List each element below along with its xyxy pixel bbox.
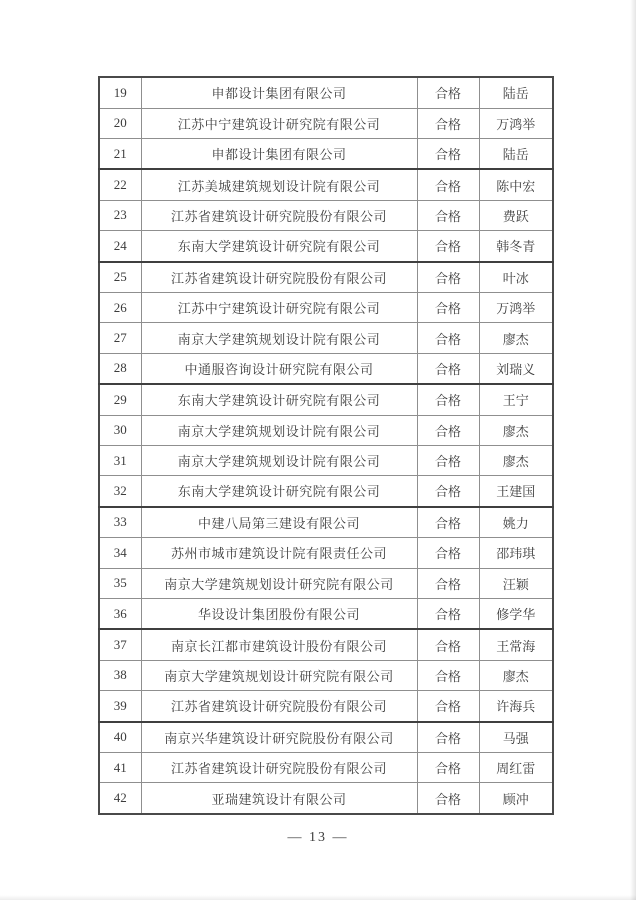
results-table-container [98, 76, 552, 815]
table-row [99, 568, 553, 598]
result-cell: 合格 [417, 415, 479, 445]
row-number-cell: 41 [99, 753, 141, 783]
company-name-cell: 江苏美城建筑规划设计院有限公司 [141, 169, 417, 200]
result-cell: 合格 [417, 507, 479, 538]
row-number-cell: 39 [99, 691, 141, 722]
person-name-cell: 廖杰 [479, 323, 553, 353]
table-row [99, 507, 553, 538]
row-number-cell: 35 [99, 568, 141, 598]
company-name-cell: 东南大学建筑设计研究院有限公司 [141, 476, 417, 507]
scan-shadow-right [630, 0, 636, 900]
row-number-cell: 42 [99, 783, 141, 814]
table-row [99, 753, 553, 783]
table-row [99, 293, 553, 323]
result-cell: 合格 [417, 598, 479, 629]
company-name-cell: 中建八局第三建设有限公司 [141, 507, 417, 538]
company-name-cell: 南京大学建筑规划设计研究院有限公司 [141, 568, 417, 598]
table-row [99, 77, 553, 108]
result-cell: 合格 [417, 691, 479, 722]
row-number-cell: 23 [99, 200, 141, 230]
row-number-cell: 40 [99, 722, 141, 753]
results-table-body [99, 77, 553, 814]
row-number-cell: 25 [99, 262, 141, 293]
table-row [99, 384, 553, 415]
row-number-cell: 28 [99, 353, 141, 384]
person-name-cell: 修学华 [479, 598, 553, 629]
company-name-cell: 江苏中宁建筑设计研究院有限公司 [141, 108, 417, 138]
row-number-cell: 29 [99, 384, 141, 415]
row-number-cell: 31 [99, 445, 141, 475]
company-name-cell: 申都设计集团有限公司 [141, 138, 417, 169]
person-name-cell: 陆岳 [479, 138, 553, 169]
result-cell: 合格 [417, 353, 479, 384]
company-name-cell: 亚瑞建筑设计有限公司 [141, 783, 417, 814]
result-cell: 合格 [417, 660, 479, 690]
scan-shadow-bottom [0, 895, 636, 900]
row-number-cell: 26 [99, 293, 141, 323]
row-number-cell: 27 [99, 323, 141, 353]
company-name-cell: 江苏省建筑设计研究院股份有限公司 [141, 262, 417, 293]
table-row [99, 629, 553, 660]
result-cell: 合格 [417, 722, 479, 753]
result-cell: 合格 [417, 293, 479, 323]
result-cell: 合格 [417, 629, 479, 660]
person-name-cell: 邵玮琪 [479, 538, 553, 568]
person-name-cell: 许海兵 [479, 691, 553, 722]
person-name-cell: 周红雷 [479, 753, 553, 783]
result-cell: 合格 [417, 568, 479, 598]
person-name-cell: 陈中宏 [479, 169, 553, 200]
person-name-cell: 姚力 [479, 507, 553, 538]
company-name-cell: 东南大学建筑设计研究院有限公司 [141, 384, 417, 415]
table-row [99, 138, 553, 169]
result-cell: 合格 [417, 783, 479, 814]
row-number-cell: 36 [99, 598, 141, 629]
company-name-cell: 南京长江都市建筑设计股份有限公司 [141, 629, 417, 660]
person-name-cell: 廖杰 [479, 445, 553, 475]
row-number-cell: 33 [99, 507, 141, 538]
row-number-cell: 32 [99, 476, 141, 507]
person-name-cell: 韩冬青 [479, 231, 553, 262]
result-cell: 合格 [417, 445, 479, 475]
person-name-cell: 万鸿举 [479, 108, 553, 138]
row-number-cell: 22 [99, 169, 141, 200]
company-name-cell: 东南大学建筑设计研究院有限公司 [141, 231, 417, 262]
result-cell: 合格 [417, 138, 479, 169]
result-cell: 合格 [417, 384, 479, 415]
row-number-cell: 21 [99, 138, 141, 169]
company-name-cell: 江苏省建筑设计研究院股份有限公司 [141, 200, 417, 230]
company-name-cell: 江苏省建筑设计研究院股份有限公司 [141, 753, 417, 783]
company-name-cell: 中通服咨询设计研究院有限公司 [141, 353, 417, 384]
person-name-cell: 万鸿举 [479, 293, 553, 323]
person-name-cell: 顾冲 [479, 783, 553, 814]
result-cell: 合格 [417, 476, 479, 507]
table-row [99, 722, 553, 753]
person-name-cell: 廖杰 [479, 415, 553, 445]
company-name-cell: 南京兴华建筑设计研究院股份有限公司 [141, 722, 417, 753]
result-cell: 合格 [417, 77, 479, 108]
table-row [99, 108, 553, 138]
page-number: — 13 — [287, 830, 349, 845]
result-cell: 合格 [417, 231, 479, 262]
row-number-cell: 37 [99, 629, 141, 660]
company-name-cell: 南京大学建筑规划设计研究院有限公司 [141, 660, 417, 690]
company-name-cell: 苏州市城市建筑设计院有限责任公司 [141, 538, 417, 568]
person-name-cell: 王宁 [479, 384, 553, 415]
table-row [99, 169, 553, 200]
row-number-cell: 19 [99, 77, 141, 108]
table-row [99, 783, 553, 814]
row-number-cell: 24 [99, 231, 141, 262]
company-name-cell: 南京大学建筑规划设计院有限公司 [141, 415, 417, 445]
results-table [98, 76, 554, 815]
table-row [99, 353, 553, 384]
table-row [99, 200, 553, 230]
table-row [99, 660, 553, 690]
person-name-cell: 费跃 [479, 200, 553, 230]
result-cell: 合格 [417, 262, 479, 293]
table-row [99, 691, 553, 722]
person-name-cell: 陆岳 [479, 77, 553, 108]
table-row [99, 598, 553, 629]
table-row [99, 538, 553, 568]
table-row [99, 231, 553, 262]
company-name-cell: 南京大学建筑规划设计院有限公司 [141, 323, 417, 353]
person-name-cell: 刘瑞义 [479, 353, 553, 384]
person-name-cell: 马强 [479, 722, 553, 753]
company-name-cell: 江苏省建筑设计研究院股份有限公司 [141, 691, 417, 722]
row-number-cell: 30 [99, 415, 141, 445]
table-row [99, 262, 553, 293]
company-name-cell: 申都设计集团有限公司 [141, 77, 417, 108]
person-name-cell: 叶冰 [479, 262, 553, 293]
company-name-cell: 江苏中宁建筑设计研究院有限公司 [141, 293, 417, 323]
table-row [99, 445, 553, 475]
table-row [99, 476, 553, 507]
person-name-cell: 廖杰 [479, 660, 553, 690]
row-number-cell: 20 [99, 108, 141, 138]
result-cell: 合格 [417, 108, 479, 138]
result-cell: 合格 [417, 538, 479, 568]
person-name-cell: 王建国 [479, 476, 553, 507]
result-cell: 合格 [417, 753, 479, 783]
table-row [99, 323, 553, 353]
person-name-cell: 汪颖 [479, 568, 553, 598]
row-number-cell: 34 [99, 538, 141, 568]
company-name-cell: 华设设计集团股份有限公司 [141, 598, 417, 629]
company-name-cell: 南京大学建筑规划设计院有限公司 [141, 445, 417, 475]
row-number-cell: 38 [99, 660, 141, 690]
result-cell: 合格 [417, 323, 479, 353]
result-cell: 合格 [417, 169, 479, 200]
person-name-cell: 王常海 [479, 629, 553, 660]
table-row [99, 415, 553, 445]
result-cell: 合格 [417, 200, 479, 230]
